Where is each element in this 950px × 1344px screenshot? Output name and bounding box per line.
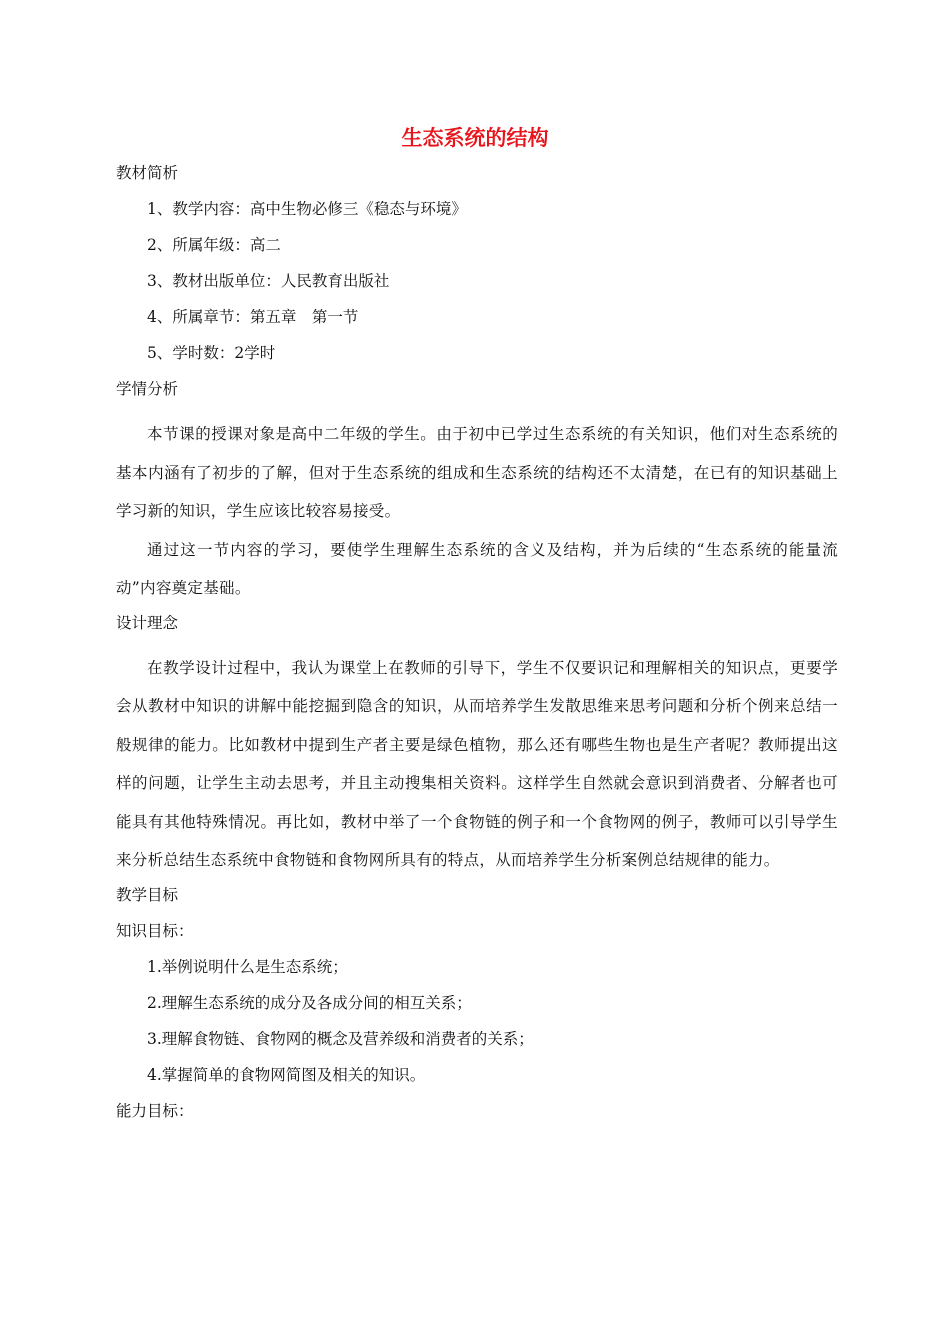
document-body (116, 158, 838, 1132)
document-title: 生态系统的结构 (401, 126, 549, 150)
knowledge-goal-item: 3.理解食物链、食物网的概念及营养级和消费者的关系； (147, 1029, 534, 1048)
knowledge-goal-item: 2.理解生态系统的成分及各成分间的相互关系； (147, 993, 472, 1012)
knowledge-goals-heading: 知识目标： (116, 921, 194, 940)
textbook-item-chapter: 4、所属章节：第五章 第一节 (147, 308, 359, 326)
knowledge-goal-item: 4.掌握简单的食物网简图及相关的知识。 (147, 1065, 426, 1084)
section-heading-teaching-goals: 教学目标 (116, 885, 179, 904)
section-heading-design-concept: 设计理念 (116, 613, 179, 632)
textbook-item-hours: 5、学时数：2学时 (147, 344, 276, 362)
textbook-item-grade: 2、所属年级：高二 (147, 236, 281, 254)
student-analysis-paragraph: 本节课的授课对象是高中二年级的学生。由于初中已学过生态系统的有关知识，他们对生态系统的基本内涵有了初步的了解，但对于生态系统的组成和生态系统的结构还不太清楚，在已有的知识基础上学习新的知识，学生应该比较容易接受。 (116, 425, 838, 520)
knowledge-goal-item: 1.举例说明什么是生态系统； (147, 957, 348, 976)
section-heading-textbook-analysis: 教材简析 (116, 164, 179, 182)
textbook-item-publisher: 3、教材出版单位：人民教育出版社 (147, 272, 390, 290)
student-analysis-paragraph: 通过这一节内容的学习，要使学生理解生态系统的含义及结构，并为后续的“生态系统的能量流动”内容奠定基础。 (116, 540, 838, 597)
ability-goals-heading: 能力目标： (116, 1101, 194, 1120)
design-concept-paragraph: 在教学设计过程中，我认为课堂上在教师的引导下，学生不仅要识记和理解相关的知识点，更要学会从教材中知识的讲解中能挖掘到隐含的知识，从而培养学生发散思维来思考问题和分析个例来总结一般规律的能力。比如教材中提到生产者主要是绿色植物，那么还有哪些生物也是生产者呢？教师提出这样的问题，让学生主动去思考，并且主动搜集相关资料。这样学生自然就会意识到消费者、分解者也可能具有其他特殊情况。再比如，教材中举了一个食物链的例子和一个食物网的例子，教师可以引导学生来分析总结生态系统中食物链和食物网所具有的特点，从而培养学生分析案例总结规律的能力。 (116, 658, 838, 869)
textbook-item-content: 1、教学内容：高中生物必修三《稳态与环境》 (147, 200, 467, 218)
section-heading-student-analysis: 学情分析 (116, 380, 179, 398)
